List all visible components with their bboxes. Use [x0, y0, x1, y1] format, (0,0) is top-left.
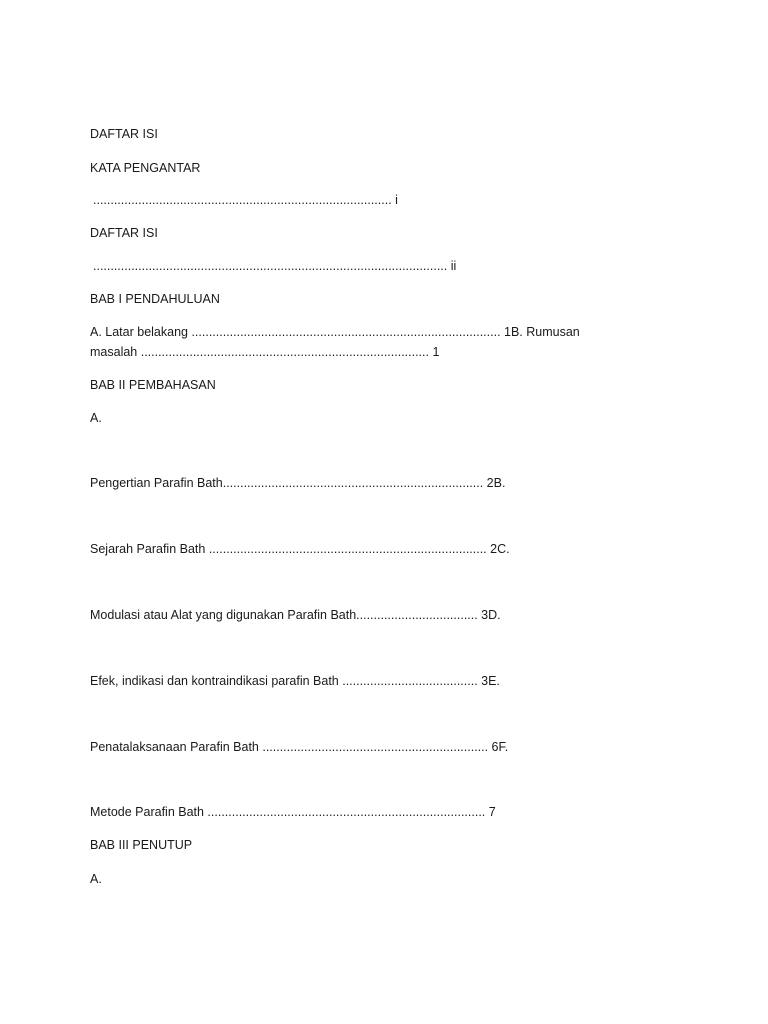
- toc-entry-rumusan-masalah: masalah ................................................................................... 1: [90, 345, 440, 359]
- toc-heading-kata-pengantar: KATA PENGANTAR: [90, 161, 201, 175]
- toc-entry-latar-belakang: A. Latar belakang ......................................................................................... 1B. Rumusan: [90, 325, 580, 339]
- toc-entry-metode: Metode Parafin Bath ................................................................................ 7: [90, 805, 496, 819]
- toc-entry-sejarah: Sejarah Parafin Bath ................................................................................ 2C.: [90, 542, 510, 556]
- toc-entry-penatalaksanaan: Penatalaksanaan Parafin Bath ................................................................. 6F.: [90, 740, 509, 754]
- toc-entry-pengertian: Pengertian Parafin Bath........................................................................... 2B.: [90, 476, 506, 490]
- toc-entry-efek: Efek, indikasi dan kontraindikasi parafin Bath ....................................... 3E.: [90, 674, 500, 688]
- toc-heading-bab-2: BAB II PEMBAHASAN: [90, 378, 216, 392]
- toc-heading-bab-1: BAB I PENDAHULUAN: [90, 292, 220, 306]
- toc-title: DAFTAR ISI: [90, 127, 158, 141]
- toc-leader-daftar-isi: ...................................................................................................... ii: [93, 259, 457, 273]
- toc-entry-modulasi: Modulasi atau Alat yang digunakan Parafin Bath................................... 3D.: [90, 608, 501, 622]
- toc-entry-a-label-2: A.: [90, 872, 102, 886]
- toc-heading-daftar-isi: DAFTAR ISI: [90, 226, 158, 240]
- toc-heading-bab-3: BAB III PENUTUP: [90, 838, 193, 852]
- toc-entry-a-label: A.: [90, 411, 102, 425]
- toc-leader-kata-pengantar: ...................................................................................... i: [93, 193, 398, 207]
